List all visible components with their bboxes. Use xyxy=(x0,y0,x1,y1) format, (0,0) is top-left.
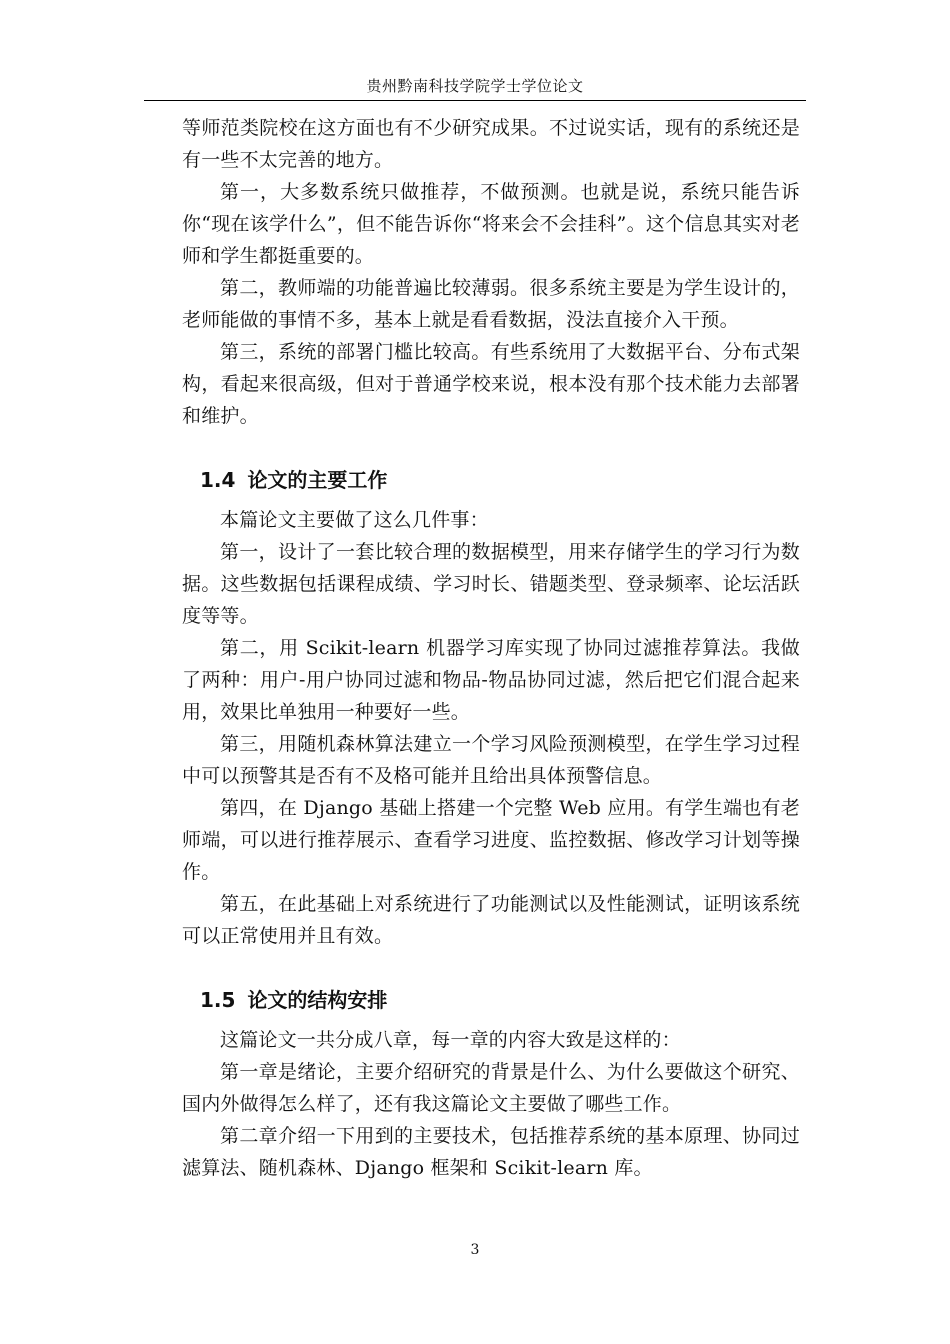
body-paragraph: 第三，系统的部署门槛比较高。有些系统用了大数据平台、分布式架构，看起来很高级，但对于普通学校来说，根本没有那个技术能力去部署和维护。 xyxy=(182,341,800,427)
body-paragraph: 第四，在 Django 基础上搭建一个完整 Web 应用。有学生端也有老师端，可以进行推荐展示、查看学习进度、监控数据、修改学习计划等操作。 xyxy=(182,797,800,883)
section-number: 1.4 xyxy=(200,468,236,492)
body-paragraph: 第一，设计了一套比较合理的数据模型，用来存储学生的学习行为数据。这些数据包括课程成绩、学习时长、错题类型、登录频率、论坛活跃度等等。 xyxy=(182,541,800,627)
body-paragraph: 第五，在此基础上对系统进行了功能测试以及性能测试，证明该系统可以正常使用并且有效。 xyxy=(182,893,800,947)
body-paragraph: 第一，大多数系统只做推荐，不做预测。也就是说，系统只能告诉你“现在该学什么”，但不能告诉你“将来会不会挂科”。这个信息其实对老师和学生都挺重要的。 xyxy=(182,181,800,267)
section-heading-1-5 xyxy=(200,984,800,1016)
body-paragraph: 本篇论文主要做了这么几件事： xyxy=(220,509,489,531)
section-number: 1.5 xyxy=(200,988,236,1012)
body-paragraph: 第二，教师端的功能普遍比较薄弱。很多系统主要是为学生设计的，老师能做的事情不多，基本上就是看看数据，没法直接介入干预。 xyxy=(182,277,800,331)
page-body xyxy=(182,112,800,1184)
body-paragraph: 这篇论文一共分成八章，每一章的内容大致是这样的： xyxy=(220,1029,681,1051)
header-title: 贵州黔南科技学院学士学位论文 xyxy=(366,77,584,95)
section-title: 论文的结构安排 xyxy=(247,988,388,1012)
page-header xyxy=(144,72,806,101)
body-paragraph: 第一章是绪论，主要介绍研究的背景是什么、为什么要做这个研究、国内外做得怎么样了，还有我这篇论文主要做了哪些工作。 xyxy=(182,1061,800,1115)
page-number: 3 xyxy=(470,1242,480,1258)
body-paragraph: 第二章介绍一下用到的主要技术，包括推荐系统的基本原理、协同过滤算法、随机森林、Django 框架和 Scikit-learn 库。 xyxy=(182,1125,800,1179)
body-paragraph: 等师范类院校在这方面也有不少研究成果。不过说实话，现有的系统还是有一些不太完善的地方。 xyxy=(182,117,800,171)
body-paragraph: 第二，用 Scikit-learn 机器学习库实现了协同过滤推荐算法。我做了两种：用户-用户协同过滤和物品-物品协同过滤，然后把它们混合起来用，效果比单独用一种要好一些。 xyxy=(182,637,800,723)
section-heading-1-4 xyxy=(200,464,800,496)
body-paragraph: 第三，用随机森林算法建立一个学习风险预测模型，在学生学习过程中可以预警其是否有不及格可能并且给出具体预警信息。 xyxy=(182,733,800,787)
section-title: 论文的主要工作 xyxy=(247,468,388,492)
